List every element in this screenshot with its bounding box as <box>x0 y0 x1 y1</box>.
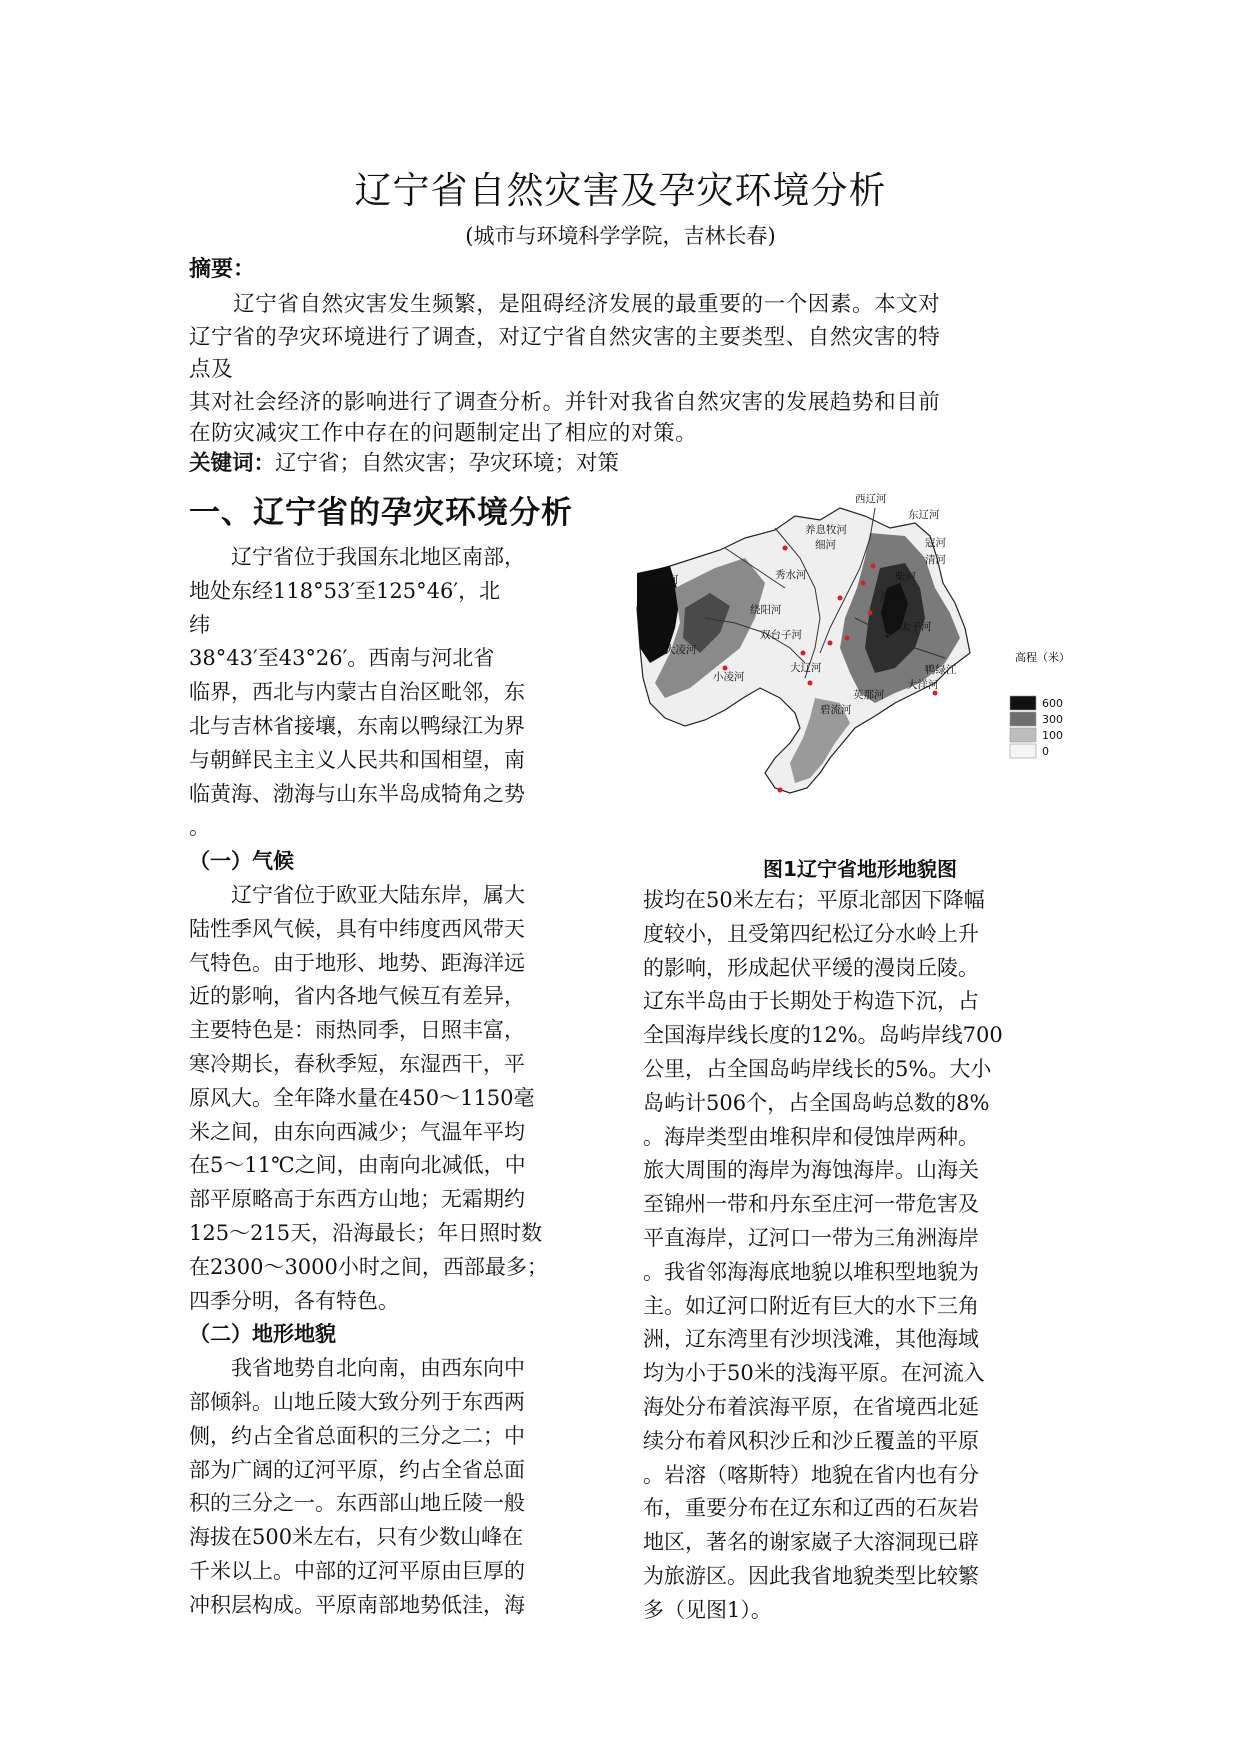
river-label: 太子河 <box>900 621 932 633</box>
river-label: 双台子河 <box>760 629 802 641</box>
liaoning-terrain-map <box>625 488 1095 848</box>
legend-value: 600 <box>1042 697 1063 710</box>
paper-title: 辽宁省自然灾害及孕灾环境分析 <box>354 169 887 212</box>
river-label: 大洋河 <box>907 679 939 691</box>
left-column <box>189 541 599 1623</box>
body-line: 辽东半岛由于长期处于构造下沉，占 <box>643 989 979 1014</box>
body-line: 陆性季风气候，具有中纬度西风带天 <box>189 916 525 941</box>
body-line: 公里，占全国岛屿岸线长的5%。大小 <box>643 1056 992 1081</box>
legend-swatch <box>1010 712 1036 726</box>
abstract-line: 其对社会经济的影响进行了调查分析。并针对我省自然灾害的发展趋势和目前 <box>189 390 941 415</box>
river-label: 小凌河 <box>713 671 745 683</box>
body-line: 度较小，且受第四纪松辽分水岭上升 <box>643 921 979 946</box>
body-line: 临界，西北与内蒙古自治区毗邻，东 <box>189 680 525 705</box>
river-label: 细河 <box>815 539 836 551</box>
body-line: 积的三分之一。东西部山地丘陵一般 <box>189 1491 525 1516</box>
river-label: 东辽河 <box>908 509 940 521</box>
body-line: 地区，著名的谢家崴子大溶洞现已辟 <box>643 1530 979 1555</box>
body-line: 侧，约占全省总面积的三分之二；中 <box>189 1423 525 1448</box>
body-line: 主。如辽河口附近有巨大的水下三角 <box>643 1293 979 1318</box>
figure-caption: 图1辽宁省地形地貌图 <box>763 857 957 881</box>
body-line: 海处分布着滨海平原，在省境西北延 <box>643 1394 979 1419</box>
body-line: 38°43′至43°26′。西南与河北省 <box>189 646 495 671</box>
river-label: 清河 <box>925 554 946 566</box>
body-line: 四季分明，各有特色。 <box>189 1288 399 1313</box>
river-label: 老哈河 <box>647 574 679 586</box>
river-label: 碧流河 <box>820 704 852 716</box>
body-line: 。岩溶（喀斯特）地貌在省内也有分 <box>643 1462 979 1487</box>
body-line: 。 <box>189 815 210 840</box>
legend-value: 300 <box>1042 713 1063 726</box>
body-line: 原风大。全年降水量在450～1150毫 <box>189 1085 535 1110</box>
legend-value: 0 <box>1042 745 1049 758</box>
body-line: 为旅游区。因此我省地貌类型比较繁 <box>643 1563 979 1588</box>
body-line: 全国海岸线长度的12%。岛屿岸线700 <box>643 1023 1003 1048</box>
abstract-line: 辽宁省自然灾害发生频繁，是阻碍经济发展的最重要的一个因素。本文对 <box>189 292 941 317</box>
body-line: 米之间，由东向西减少；气温年平均 <box>189 1119 525 1144</box>
keywords-label: 关键词： <box>189 451 276 476</box>
river-label: 大辽河 <box>790 662 822 674</box>
body-line: 在5～11℃之间，由南向北减低，中 <box>189 1153 526 1178</box>
body-line: 的影响，形成起伏平缓的漫岗丘陵。 <box>643 955 979 980</box>
body-line: 寒冷期长，春秋季短，东湿西干，平 <box>189 1051 525 1076</box>
body-line: 地处东经118°53′至125°46′，北 <box>189 578 501 603</box>
body-line: 平直海岸，辽河口一带为三角洲海岸 <box>643 1225 979 1250</box>
body-line: 。海岸类型由堆积岸和侵蚀岸两种。 <box>643 1124 979 1149</box>
river-label: 英那河 <box>853 689 885 701</box>
body-line: 临黄海、渤海与山东半岛成犄角之势 <box>189 781 525 806</box>
body-line: 与朝鲜民主主义人民共和国相望，南 <box>189 747 525 772</box>
river-label: 寇河 <box>925 537 946 549</box>
legend-swatch <box>1010 728 1036 742</box>
body-line: 。我省邻海海底地貌以堆积型地貌为 <box>643 1259 979 1284</box>
legend-value: 100 <box>1042 729 1063 742</box>
legend-title: 高程（米） <box>1015 651 1070 664</box>
abstract-line: 在防灾减灾工作中存在的问题制定出了相应的对策。 <box>189 421 698 446</box>
body-line: 气特色。由于地形、地势、距海洋远 <box>189 950 525 975</box>
river-label: 大凌河 <box>665 644 697 656</box>
legend-swatches <box>1010 696 1036 758</box>
body-line: 北与吉林省接壤，东南以鸭绿江为界 <box>189 713 525 738</box>
right-column <box>643 884 1053 1628</box>
body-line: 布，重要分布在辽东和辽西的石灰岩 <box>643 1496 979 1521</box>
body-line: 海拔在500米左右，只有少数山峰在 <box>189 1525 524 1550</box>
body-line: 均为小于50米的浅海平原。在河流入 <box>643 1361 985 1386</box>
legend-swatch <box>1010 696 1036 710</box>
river-label: 西辽河 <box>855 493 887 505</box>
abstract-label: 摘要： <box>189 257 256 282</box>
river-label: 浑河 <box>880 591 901 603</box>
river-label: 柴河 <box>895 571 916 583</box>
body-line: 在2300～3000小时之间，西部最多； <box>189 1254 548 1279</box>
body-line: 125～215天，沿海最长；年日照时数 <box>189 1220 543 1245</box>
body-line: 千米以上。中部的辽河平原由巨厚的 <box>189 1558 525 1583</box>
body-line: 续分布着风积沙丘和沙丘覆盖的平原 <box>643 1428 979 1453</box>
body-line: 纬 <box>189 612 210 637</box>
legend-swatch <box>1010 744 1036 758</box>
body-line: 拔均在50米左右；平原北部因下降幅 <box>643 888 985 912</box>
body-line: 辽宁省位于我国东北地区南部， <box>189 545 525 569</box>
river-label: 鸭绿江 <box>925 664 957 676</box>
river-label: 绕阳河 <box>750 604 782 616</box>
section-heading: 一、辽宁省的孕灾环境分析 <box>189 495 573 531</box>
body-line: 我省地势自北向南，由西东向中 <box>189 1356 525 1381</box>
abstract-line: 辽宁省的孕灾环境进行了调查，对辽宁省自然灾害的主要类型、自然灾害的特 <box>189 325 941 350</box>
river-label: 秀水河 <box>775 569 807 581</box>
body-line: 主要特色是：雨热同季，日照丰富， <box>189 1018 525 1043</box>
body-line: 部平原略高于东西方山地；无霜期约 <box>189 1187 525 1212</box>
river-label: 养息牧河 <box>805 524 847 536</box>
body-line: 部倾斜。山地丘陵大致分列于东西两 <box>189 1389 525 1414</box>
body-line: 部为广阔的辽河平原，约占全省总面 <box>189 1457 525 1482</box>
subsection-heading: （一）气候 <box>189 849 294 874</box>
affiliation: (城市与环境科学学院，吉林长春) <box>465 224 776 248</box>
abstract-line: 点及 <box>189 357 234 382</box>
keywords-line <box>189 446 619 477</box>
body-line: 至锦州一带和丹东至庄河一带危害及 <box>643 1192 979 1217</box>
body-line: 洲，辽东湾里有沙坝浅滩，其他海域 <box>643 1327 979 1352</box>
body-line: 冲积层构成。平原南部地势低洼，海 <box>189 1592 525 1617</box>
body-line: 岛屿计506个，占全国岛屿总数的8% <box>643 1090 990 1115</box>
body-line: 多（见图1）。 <box>643 1597 772 1622</box>
subsection-heading: （二）地形地貌 <box>189 1322 336 1347</box>
body-line: 近的影响，省内各地气候互有差异， <box>189 984 525 1009</box>
body-line: 旅大周围的海岸为海蚀海岸。山海关 <box>643 1158 979 1183</box>
body-line: 辽宁省位于欧亚大陆东岸，属大 <box>189 882 525 907</box>
keywords-text: 辽宁省；自然灾害；孕灾环境；对策 <box>275 451 620 476</box>
terrain-map-figure <box>625 488 1095 848</box>
